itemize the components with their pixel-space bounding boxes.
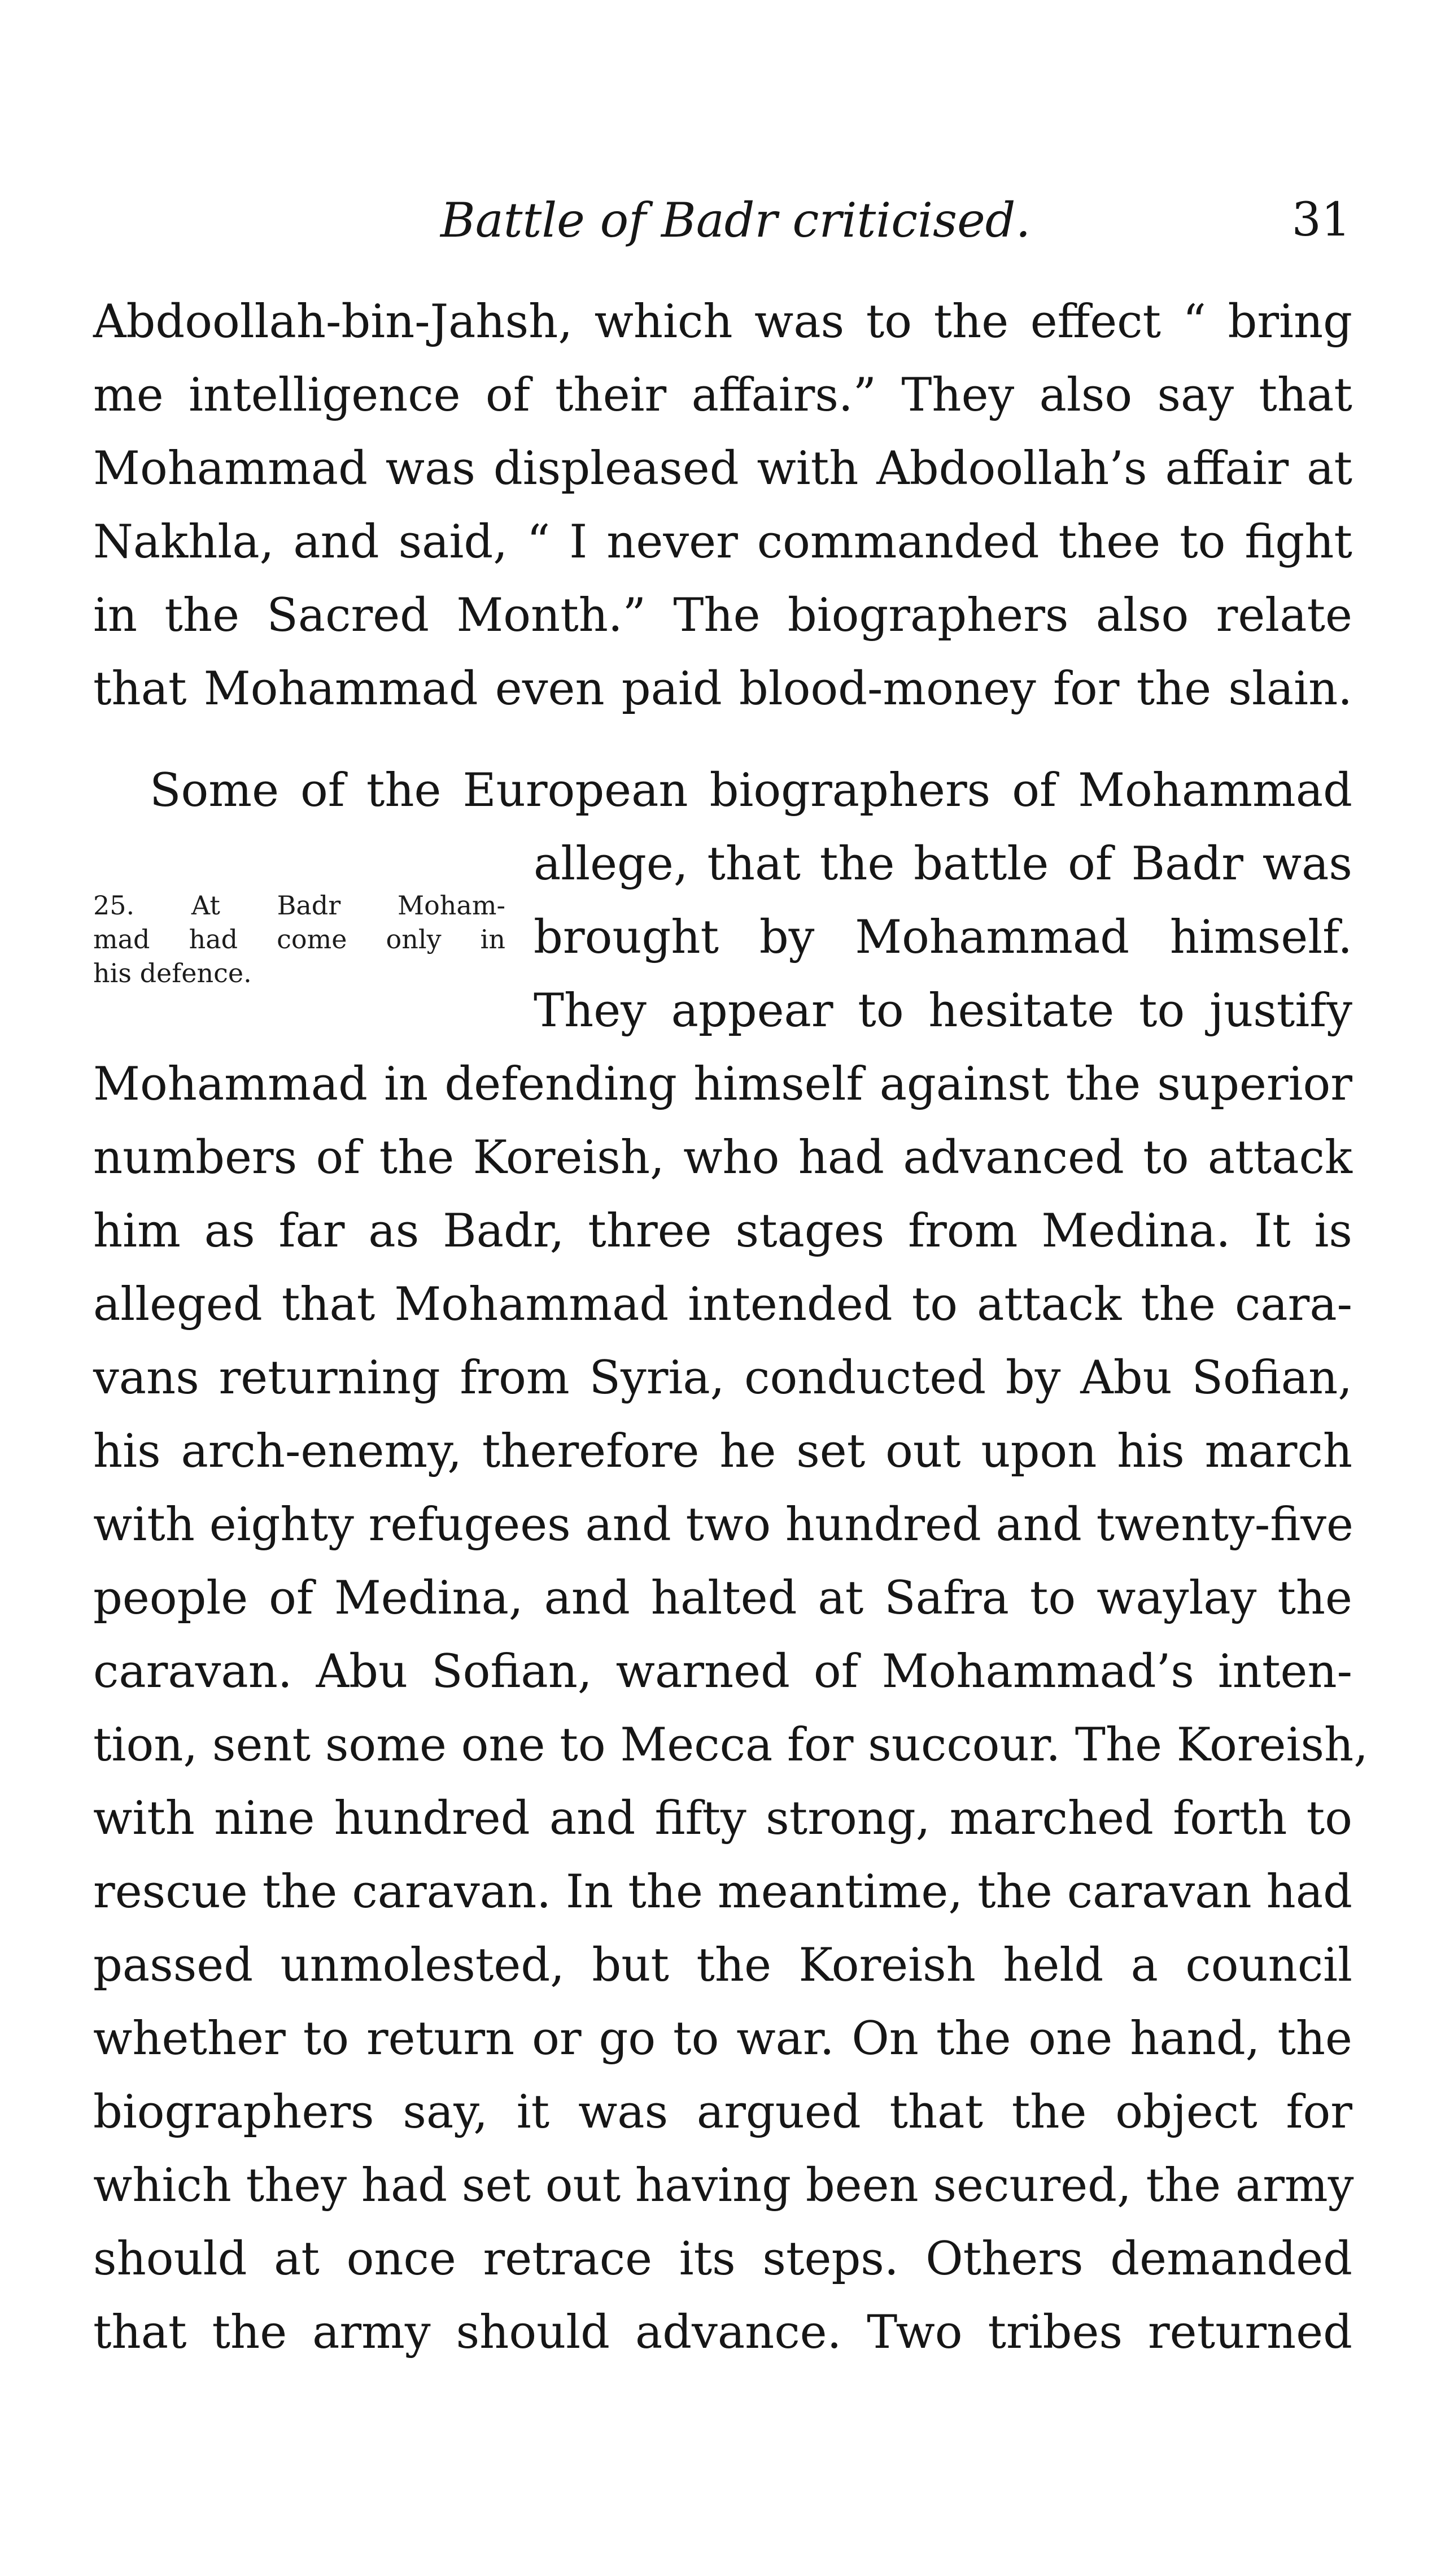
text-line: vans returning from Syria, conducted by Abu Sofian, xyxy=(93,1352,1352,1405)
text-line: brought by Mohammad himself. xyxy=(534,911,1352,964)
page-number: 31 xyxy=(1291,193,1351,247)
text-line: Mohammad in defending himself against the superior xyxy=(93,1058,1352,1111)
text-line: that the army should advance. Two tribes returned xyxy=(93,2306,1352,2359)
text-line: which they had set out having been secured, the army xyxy=(93,2159,1354,2212)
text-line: Abdoollah-bin-Jahsh, which was to the effect “ bring xyxy=(93,295,1352,348)
text-line: passed unmolested, but the Koreish held a council xyxy=(93,1939,1352,1992)
text-line: biographers say, it was argued that the object for xyxy=(93,2086,1352,2139)
text-line: me intelligence of their affairs.” They also say that xyxy=(93,369,1352,422)
text-line: that Mohammad even paid blood-money for the slain. xyxy=(93,662,1352,716)
text-line: should at once retrace its steps. Others demanded xyxy=(93,2233,1352,2286)
text-line: rescue the caravan. In the meantime, the caravan had xyxy=(93,1865,1352,1919)
running-title: Battle of Badr criticised. xyxy=(440,193,1031,248)
text-line: in the Sacred Month.” The biographers also relate xyxy=(93,589,1352,642)
text-line: his arch-enemy, therefore he set out upon his march xyxy=(93,1425,1352,1478)
sidenote-line: mad had come only in xyxy=(93,924,505,954)
sidenote-line: his defence. xyxy=(93,958,252,988)
text-line: alleged that Mohammad intended to attack the cara- xyxy=(93,1278,1352,1331)
text-line: They appear to hesitate to justify xyxy=(534,984,1352,1038)
text-line: with eighty refugees and two hundred and twenty-five xyxy=(93,1498,1353,1551)
text-line: with nine hundred and fifty strong, marched forth to xyxy=(93,1792,1352,1845)
text-line: whether to return or go to war. On the one hand, the xyxy=(93,2012,1352,2065)
text-line: Nakhla, and said, “ I never commanded thee to fight xyxy=(93,516,1352,569)
text-line: caravan. Abu Sofian, warned of Mohammad’s inten- xyxy=(93,1645,1352,1698)
text-line: Some of the European biographers of Mohammad xyxy=(150,764,1352,817)
sidenote-line: 25. At Badr Moham- xyxy=(93,890,505,921)
text-line: Mohammad was displeased with Abdoollah’s affair at xyxy=(93,442,1352,495)
text-line: allege, that the battle of Badr was xyxy=(534,838,1352,891)
text-line: tion, sent some one to Mecca for succour. The Koreish, xyxy=(93,1719,1368,1772)
text-line: numbers of the Koreish, who had advanced to attack xyxy=(93,1131,1352,1184)
text-line: him as far as Badr, three stages from Medina. It is xyxy=(93,1205,1352,1258)
text-line: people of Medina, and halted at Safra to waylay the xyxy=(93,1572,1352,1625)
